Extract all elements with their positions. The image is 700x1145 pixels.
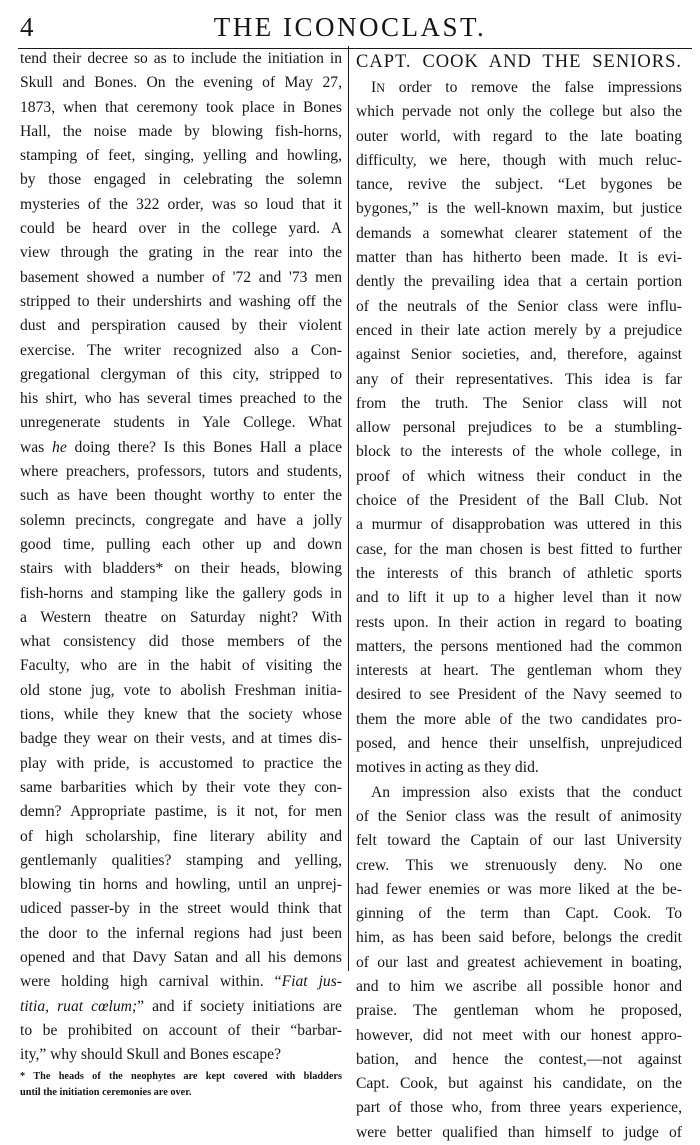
- text-line: stripped to their undershirts and washing off the: [20, 292, 342, 310]
- text-line: stairs with bladders* on their heads, blowing: [20, 560, 342, 578]
- text-line: felt toward the Captain of our last University: [356, 832, 682, 850]
- text-line: blowing tin horns and howling, until an unprej-: [20, 876, 342, 894]
- section-heading: CAPT. COOK AND THE SENIORS.: [356, 52, 682, 72]
- text-line: had fewer enemies or was more liked at the be-: [356, 880, 682, 898]
- text-line: from the truth. The Senior class will not: [356, 394, 682, 412]
- text-line: dently the prevailing idea that a certain portion: [356, 273, 682, 291]
- text-line: part of those who, from three years experience,: [356, 1099, 682, 1117]
- text-line: a murmur of disapprobation was uttered in this: [356, 516, 682, 534]
- text-line: 1873, when that ceremony took place in Bones: [20, 98, 342, 116]
- text-line: difficulty, we here, though with much reluc-: [356, 151, 682, 169]
- text-line: block to the interests of the whole college, in: [356, 443, 682, 461]
- text-line: same barbarities which by their vote they con-: [20, 778, 342, 796]
- text-line: any of their representatives. This idea is far: [356, 370, 682, 388]
- text-fragment: order to remove the false impressions: [384, 79, 682, 96]
- text-line: matter than has hitherto been made. It is evi-: [356, 249, 682, 267]
- text-line: gregational clergyman of this city, stripped to: [20, 365, 342, 383]
- column-divider: [348, 46, 349, 971]
- text-line: his shirt, who has several times preached to the: [20, 390, 342, 408]
- running-title: THE ICONOCLAST.: [213, 12, 487, 42]
- text-line-with-italic: [20, 436, 342, 460]
- text-line: which pervade not only the college but also the: [356, 103, 682, 121]
- text-fragment: doing there? Is this Bones Hall a place: [66, 438, 342, 456]
- text-line: crew. This we strenuously deny. No one: [356, 856, 682, 874]
- initial-small-cap: N: [376, 81, 385, 95]
- text-line: and to lift it up to a higher level than it now: [356, 589, 682, 607]
- text-fragment: was: [20, 438, 53, 456]
- text-line: them the more able of the two candidates pro-: [356, 710, 682, 728]
- text-line-with-italic: [20, 995, 342, 1019]
- text-fragment: ” and if society initiations are: [137, 997, 342, 1015]
- text-line: against Senior societies, and, therefore, against: [356, 346, 682, 364]
- text-line: posed, and hence their unselfish, unprejudiced: [356, 735, 682, 753]
- text-line: view through the grating in the rear into the: [20, 244, 342, 262]
- text-line: old stone jug, vote to abolish Freshman initia-: [20, 681, 342, 699]
- text-line: An impression also exists that the conduct: [371, 783, 682, 801]
- text-line: udiced passer-by in the street would think that: [20, 900, 342, 918]
- text-line: of our last and greatest achievement in boating,: [356, 953, 682, 971]
- text-line: bygones,” is the well-known maxim, but justice: [356, 200, 682, 218]
- text-line: outer world, with regard to the late boating: [356, 127, 682, 145]
- left-column: [20, 47, 342, 1099]
- text-line: were better qualified than himself to judge of: [356, 1123, 682, 1141]
- text-line: what consistency did those members of the: [20, 633, 342, 651]
- text-line: fish-horns and stamping like the gallery gods in: [20, 584, 342, 602]
- text-line: good time, pulling each other up and down: [20, 535, 342, 553]
- text-line: praise. The gentleman whom he proposed,: [356, 1002, 682, 1020]
- text-line: bation, and hence the contest,—not against: [356, 1050, 682, 1068]
- text-line: exercise. The writer recognized also a Con-: [20, 341, 342, 359]
- text-line: by those engaged in celebrating the solemn: [20, 171, 342, 189]
- text-line: such as have been thought worthy to enter the: [20, 487, 342, 505]
- text-line: mysteries of the 322 order, was so loud that it: [20, 195, 342, 213]
- text-line: Faculty, who are in the habit of visiting the: [20, 657, 342, 675]
- text-line: interests at heart. The gentleman whom they: [356, 662, 682, 680]
- text-line: ity,” why should Skull and Bones escape?: [20, 1046, 282, 1064]
- text-line: him, as has been said before, belongs the credit: [356, 929, 682, 947]
- italic-phrase: titia, ruat cœlum;: [20, 997, 138, 1015]
- right-column: [356, 47, 682, 1145]
- text-line: stamping of feet, singing, yelling and howling,: [20, 147, 342, 165]
- italic-phrase: Fiat jus-: [281, 973, 342, 991]
- text-line: Capt. Cook, but against his candidate, on the: [356, 1075, 682, 1093]
- text-line: ginning of the term than Capt. Cook. To: [356, 905, 682, 923]
- text-fragment: were holding high carnival within. “: [20, 973, 282, 991]
- text-line-with-italic: [20, 970, 342, 994]
- text-line: choice of the President of the Ball Club. Not: [356, 492, 682, 510]
- footnote-line: * The heads of the neophytes are kept covered with bladders: [20, 1071, 342, 1083]
- text-line: demands a somewhat clearer statement of the: [356, 224, 682, 242]
- text-line: however, did not meet with our honest appro-: [356, 1026, 682, 1044]
- text-line: opened and that Davy Satan and all his demons: [20, 948, 342, 966]
- initial-capital: I: [371, 79, 377, 96]
- text-line: play with pride, is accustomed to practice the: [20, 754, 342, 772]
- text-line: of the neutrals of the Senior class were influ-: [356, 297, 682, 315]
- page-header: [0, 6, 700, 46]
- text-line: could be heard over in the college yard. A: [20, 220, 342, 238]
- text-line: enced in their late action merely by a prejudice: [356, 321, 682, 339]
- text-line: of high scholarship, fine literary ability and: [20, 827, 342, 845]
- text-line: tend their decree so as to include the initiation in: [20, 50, 342, 67]
- text-line: dust and perspiration caused by their violent: [20, 317, 342, 335]
- text-line: [356, 76, 682, 100]
- text-line: proof of which witness their conduct in the: [356, 467, 682, 485]
- text-line: matters, the persons mentioned had the common: [356, 637, 682, 655]
- page-number: 4: [20, 12, 34, 42]
- text-line: and to him we ascribe all possible honor and: [356, 977, 682, 995]
- text-line: solemn precincts, congregate and have a jolly: [20, 511, 342, 529]
- text-line: tions, while they knew that the society whose: [20, 706, 342, 724]
- text-line: basement showed a number of '72 and '73 men: [20, 268, 342, 286]
- text-line: of the Senior class was the result of animosity: [356, 807, 682, 825]
- text-line: the door to the infernal regions had just been: [20, 924, 342, 942]
- italic-word: he: [52, 438, 67, 456]
- text-line: a Western theatre on Saturday night? With: [20, 608, 342, 626]
- text-line: tance, revive the subject. “Let bygones be: [356, 176, 682, 194]
- text-line: demn? Appropriate pastime, is it not, for men: [20, 803, 342, 821]
- text-line: Hall, the noise made by blowing fish-horns,: [20, 122, 342, 140]
- text-line: Skull and Bones. On the evening of May 27,: [20, 74, 342, 92]
- text-line: rests upon. In their action in regard to boating: [356, 613, 682, 631]
- text-line: gentlemanly qualities? stamping and yelling,: [20, 851, 342, 869]
- text-line: the interests of this branch of athletic sports: [356, 564, 682, 582]
- text-line: to be prohibited on account of their “barbar-: [20, 1021, 342, 1039]
- text-line: badge they wear on their vests, and at times dis-: [20, 730, 342, 748]
- text-line: allow personal prejudices to be a stumbling-: [356, 419, 682, 437]
- footnote-line: until the initiation ceremonies are over.: [20, 1087, 192, 1099]
- text-line: motives in acting as they did.: [356, 759, 539, 777]
- text-line: desired to see President of the Navy seemed to: [356, 686, 682, 704]
- text-line: where preachers, professors, tutors and students,: [20, 463, 342, 481]
- text-line: case, for the man chosen is best fitted to further: [356, 540, 682, 558]
- text-line: unregenerate students in Yale College. What: [20, 414, 342, 432]
